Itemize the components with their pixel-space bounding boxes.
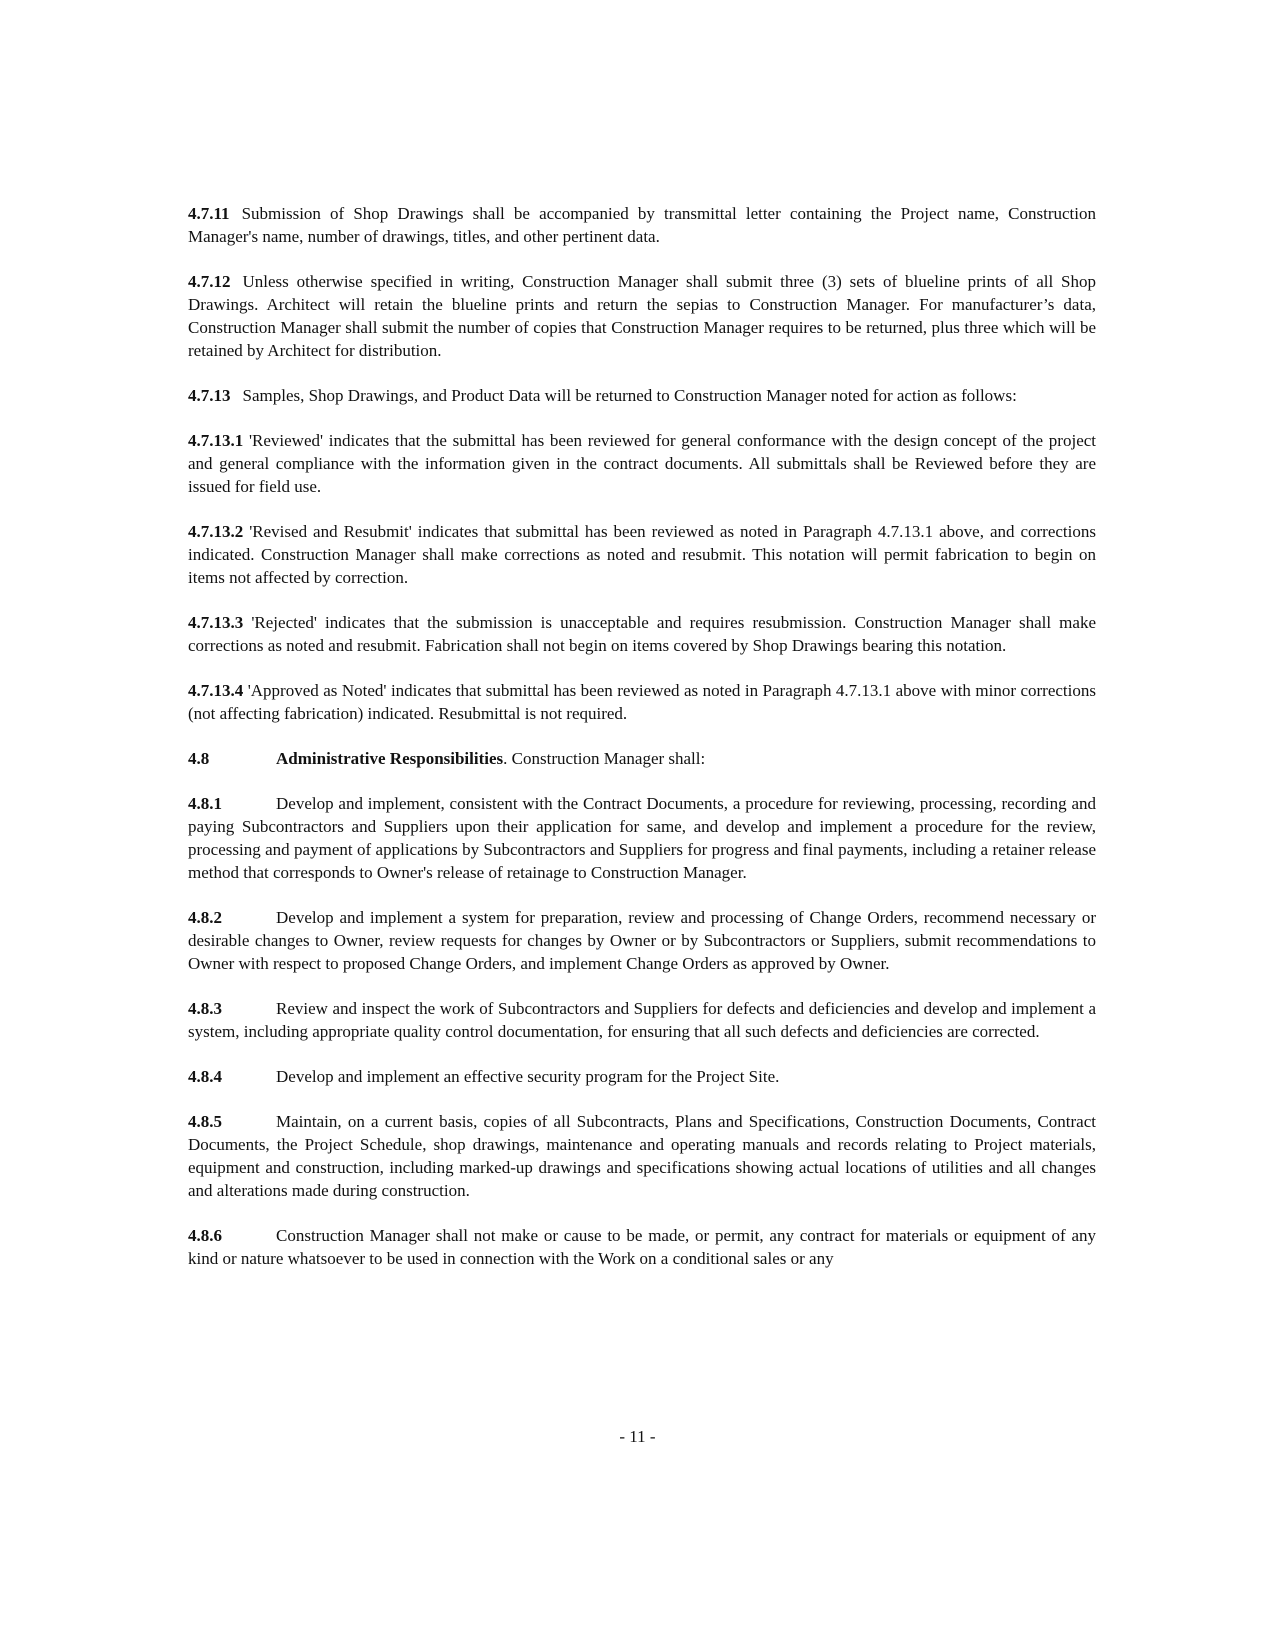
paragraph-text: 'Reviewed' indicates that the submittal has been reviewed for general conformance with the design concept of the project and general compliance with the information given in the contract documents. All submittals shall be Reviewed before they are issued for field use. [188, 431, 1097, 496]
paragraph-4-8-5 [188, 1110, 1096, 1202]
paragraph-number: 4.7.13.4 [188, 681, 244, 700]
paragraph-text: Develop and implement, consistent with the Contract Documents, a procedure for reviewing, processing, recording and paying Subcontractors and Suppliers upon their application for same, and develop and implement a procedure for the review, processing and payment of applications by Subcontractors and Suppliers for progress and final payments, including a retainer release method that corresponds to Owner's release of retainage to Construction Manager. [188, 794, 1096, 882]
paragraph-number: 4.8.1 [188, 794, 222, 813]
section-title: Administrative Responsibilities [276, 749, 504, 768]
paragraph-number: 4.8.3 [188, 999, 222, 1018]
section-number: 4.8 [188, 749, 210, 768]
paragraph-4-7-13-2 [188, 520, 1096, 589]
paragraph-4-8-6 [188, 1224, 1096, 1270]
paragraph-4-7-13-1 [188, 429, 1096, 498]
paragraph-text: 'Rejected' indicates that the submission is unacceptable and requires resubmission. Construction Manager shall make corrections as noted and resubmit. Fabrication shall not begin on items covered by Shop Drawings bearing this notation. [188, 613, 1096, 655]
paragraph-number: 4.8.2 [188, 908, 222, 927]
paragraph-4-8-3 [188, 997, 1096, 1043]
paragraph-4-7-13 [188, 384, 1096, 407]
paragraph-4-8-2 [188, 906, 1096, 975]
document-body [188, 202, 1096, 1292]
paragraph-text: Review and inspect the work of Subcontractors and Suppliers for defects and deficiencies and develop and implement a system, including appropriate quality control documentation, for ensuring that all such defects and deficiencies are corrected. [188, 999, 1096, 1041]
section-heading-4-8 [188, 747, 1096, 770]
paragraph-text: Develop and implement a system for preparation, review and processing of Change Orders, recommend necessary or desirable changes to Owner, review requests for changes by Owner or by Subcontractors or Suppliers, submit recommendations to Owner with respect to proposed Change Orders, and implement Change Orders as approved by Owner. [188, 908, 1096, 973]
paragraph-4-8-1 [188, 792, 1096, 884]
section-intro: . Construction Manager shall: [503, 749, 706, 768]
paragraph-number: 4.7.13.2 [188, 522, 244, 541]
paragraph-text: Unless otherwise specified in writing, Construction Manager shall submit three (3) sets of blueline prints of all Shop Drawings. Architect will retain the blueline prints and return the sepias to Construction Manager. For manufacturer’s data, Construction Manager shall submit the number of copies that Construction Manager requires to be returned, plus three which will be retained by Architect for distribution. [188, 272, 1096, 360]
paragraph-4-7-11 [188, 202, 1096, 248]
paragraph-text: Submission of Shop Drawings shall be accompanied by transmittal letter containing the Project name, Construction Manager's name, number of drawings, titles, and other pertinent data. [188, 204, 1096, 246]
paragraph-number: 4.7.11 [188, 204, 230, 223]
paragraph-number: 4.7.13 [188, 386, 231, 405]
paragraph-number: 4.7.13.3 [188, 613, 244, 632]
paragraph-number: 4.8.6 [188, 1226, 222, 1245]
paragraph-number: 4.7.13.1 [188, 431, 244, 450]
paragraph-4-7-13-4 [188, 679, 1096, 725]
page-number: - 11 - [619, 1427, 656, 1446]
paragraph-text: Maintain, on a current basis, copies of all Subcontracts, Plans and Specifications, Construction Documents, Contract Documents, the Project Schedule, shop drawings, maintenance and operating manuals and records relating to Project materials, equipment and construction, including marked-up drawings and specifications showing actual locations of utilities and all changes and alterations made during construction. [188, 1112, 1096, 1200]
paragraph-number: 4.8.5 [188, 1112, 222, 1131]
paragraph-4-7-13-3 [188, 611, 1096, 657]
paragraph-text: 'Revised and Resubmit' indicates that submittal has been reviewed as noted in Paragraph 4.7.13.1 above, and corrections indicated. Construction Manager shall make corrections as noted and resubmit. This notation will permit fabrication to begin on items not affected by correction. [188, 522, 1096, 587]
paragraph-text: Samples, Shop Drawings, and Product Data will be returned to Construction Manager noted for action as follows: [242, 386, 1017, 405]
paragraph-text: Develop and implement an effective security program for the Project Site. [276, 1067, 780, 1086]
paragraph-text: 'Approved as Noted' indicates that submittal has been reviewed as noted in Paragraph 4.7.13.1 above with minor corrections (not affecting fabrication) indicated. Resubmittal is not required. [188, 681, 1096, 723]
paragraph-4-8-4 [188, 1065, 1096, 1088]
paragraph-number: 4.7.12 [188, 272, 231, 291]
paragraph-text: Construction Manager shall not make or cause to be made, or permit, any contract for materials or equipment of any kind or nature whatsoever to be used in connection with the Work on a conditional sales or any [188, 1226, 1096, 1268]
paragraph-4-7-12 [188, 270, 1096, 362]
paragraph-number: 4.8.4 [188, 1067, 222, 1086]
